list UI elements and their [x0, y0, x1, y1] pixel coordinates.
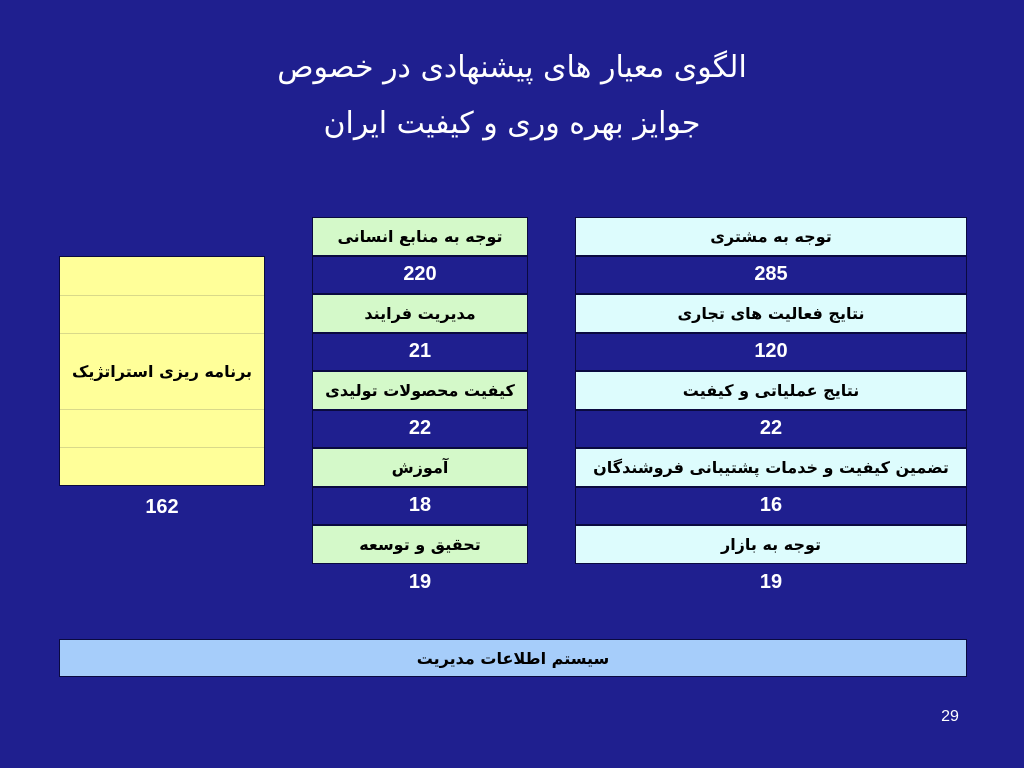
criterion-value: 16: [575, 487, 967, 526]
criterion-value: 19: [408, 571, 432, 594]
criterion-label: تضمین کیفیت و خدمات پشتیبانی فروشندگان: [575, 448, 967, 487]
criterion-value: 220: [312, 256, 528, 295]
page-number: 29: [941, 708, 959, 725]
criterion-label: تحقیق و توسعه: [312, 525, 528, 564]
criterion-value: 21: [312, 333, 528, 372]
slide-title-line-1: الگوی معیار های پیشنهادی در خصوص: [277, 50, 747, 85]
criterion-label: توجه به مشتری: [575, 217, 967, 256]
criterion-label: توجه به منابع انسانی: [312, 217, 528, 256]
criterion-value: 120: [575, 333, 967, 372]
criterion-label: مدیریت فرایند: [312, 294, 528, 333]
criterion-value: 18: [312, 487, 528, 526]
criterion-value: 22: [575, 410, 967, 449]
criterion-label: نتایج فعالیت های تجاری: [575, 294, 967, 333]
strategic-planning-value: 162: [145, 495, 179, 518]
criterion-label: کیفیت محصولات تولیدی: [312, 371, 528, 410]
criterion-value: 19: [759, 571, 783, 594]
criterion-value: 285: [575, 256, 967, 295]
slide-title-line-2: جوایز بهره وری و کیفیت ایران: [323, 106, 701, 141]
criterion-label: توجه به بازار: [575, 525, 967, 564]
mis-bar: سیستم اطلاعات مدیریت: [59, 639, 967, 677]
criterion-value: 22: [312, 410, 528, 449]
criterion-label: آموزش: [312, 448, 528, 487]
middle-criteria-column: [312, 217, 528, 602]
strategic-planning-box: [59, 256, 265, 486]
strategic-planning-label: برنامه ریزی استراتژیک: [71, 361, 253, 381]
criterion-label: نتایج عملیاتی و کیفیت: [575, 371, 967, 410]
right-criteria-column: [575, 217, 967, 602]
